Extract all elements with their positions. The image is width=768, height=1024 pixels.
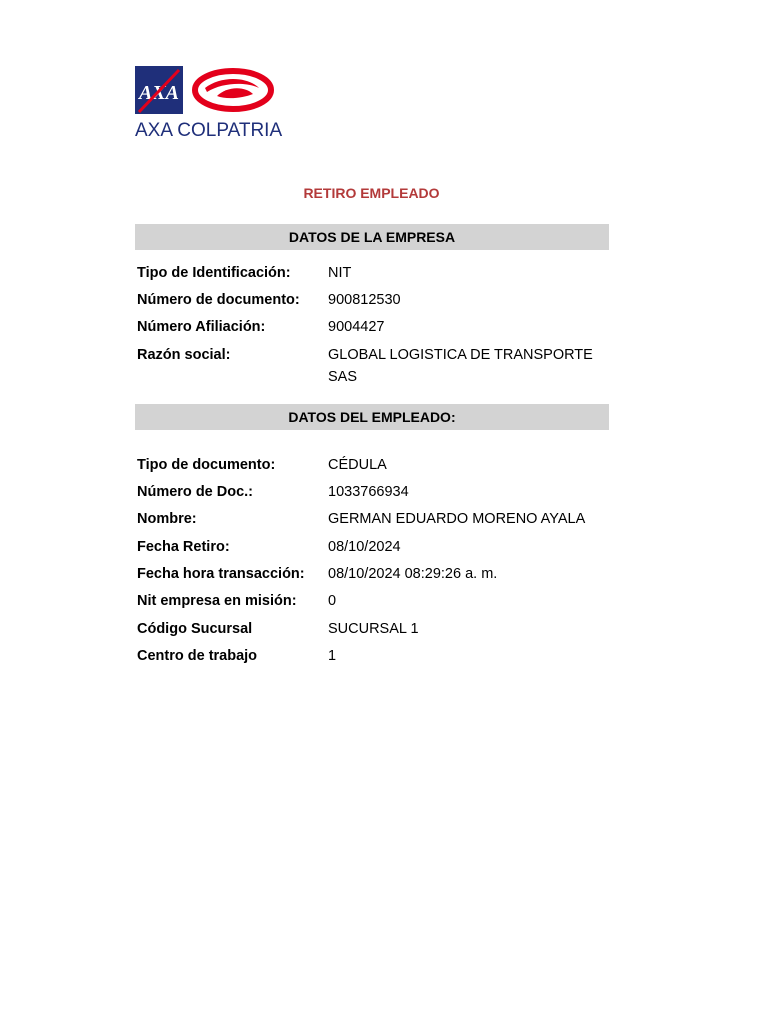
svg-text:AXA: AXA: [138, 82, 180, 104]
field-value: 1: [328, 648, 337, 664]
field-label: Número Afiliación:: [137, 319, 266, 335]
field-value: 900812530: [328, 292, 401, 308]
field-label: Número de documento:: [137, 292, 300, 308]
field-value: NIT: [328, 265, 352, 281]
field-label: Número de Doc.:: [137, 484, 254, 500]
field-label: Nit empresa en misión:: [137, 593, 297, 609]
field-value: GLOBAL LOGISTICA DE TRANSPORTE SAS: [328, 347, 593, 385]
field-label: Tipo de documento:: [137, 457, 276, 473]
field-label: Razón social:: [137, 347, 231, 363]
field-label: Código Sucursal: [137, 621, 253, 637]
field-value: 08/10/2024 08:29:26 a. m.: [328, 566, 498, 582]
field-label: Centro de trabajo: [137, 648, 258, 664]
field-value: 08/10/2024: [328, 539, 401, 555]
document-title: RETIRO EMPLEADO: [303, 185, 440, 201]
field-value: CÉDULA: [328, 457, 387, 473]
field-label: Fecha Retiro:: [137, 539, 230, 555]
empleado-section-header: DATOS DEL EMPLEADO:: [135, 404, 609, 430]
field-value: 0: [328, 593, 337, 609]
field-value: GERMAN EDUARDO MORENO AYALA: [328, 511, 586, 527]
field-label: Fecha hora transacción:: [137, 566, 305, 582]
field-value: 1033766934: [328, 484, 409, 500]
field-label: Nombre:: [137, 511, 197, 527]
field-label: Tipo de Identificación:: [137, 265, 291, 281]
field-value: 9004427: [328, 319, 385, 335]
empresa-section-header: DATOS DE LA EMPRESA: [135, 224, 609, 250]
field-value: SUCURSAL 1: [328, 621, 419, 637]
logo-text: AXA COLPATRIA: [135, 120, 283, 141]
